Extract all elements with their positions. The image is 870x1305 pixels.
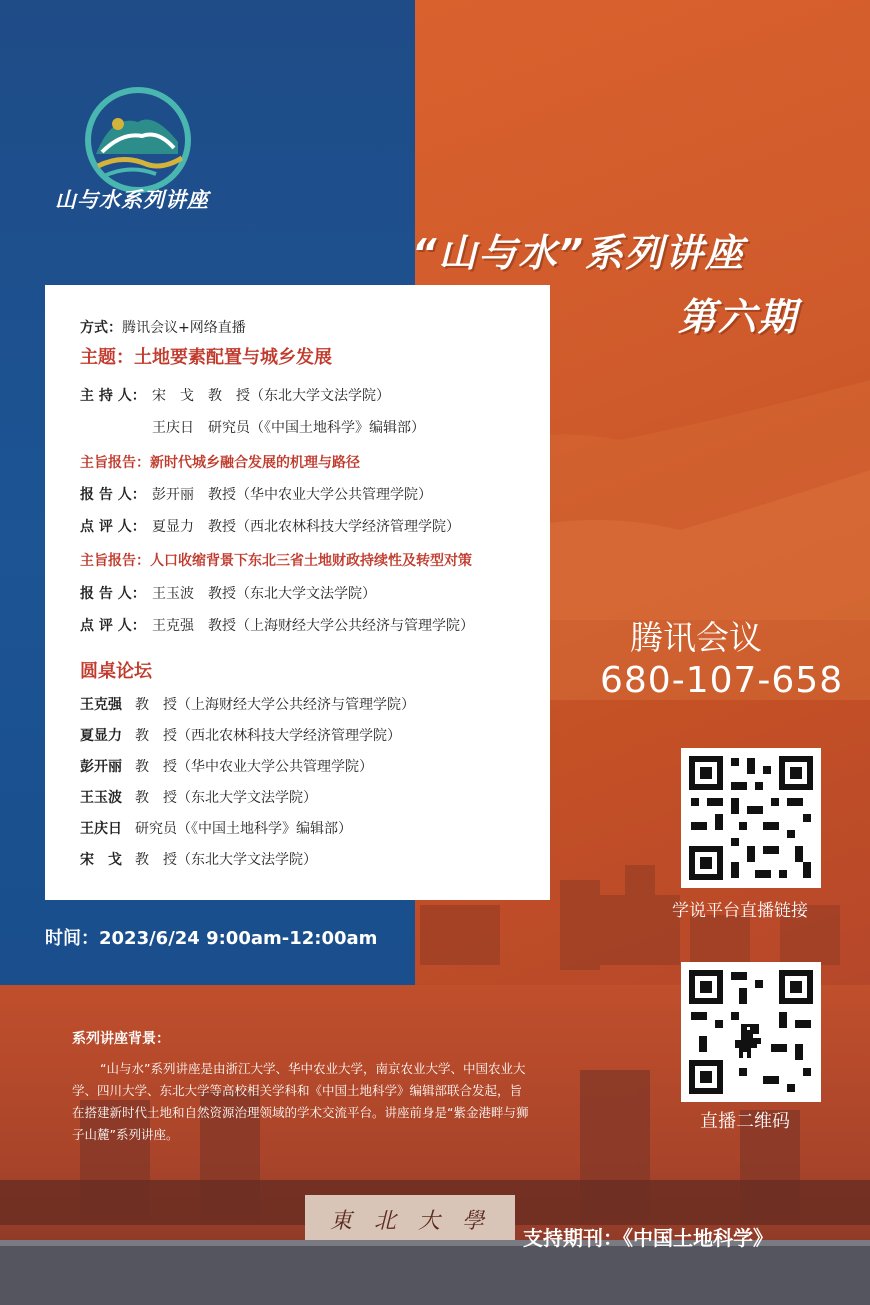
theme-value: 土地要素配置与城乡发展 bbox=[134, 347, 332, 368]
program-card bbox=[45, 285, 550, 900]
forum-info: 教 授（华中农业大学公共管理学院） bbox=[135, 759, 373, 775]
background-title: 系列讲座背景： bbox=[72, 1031, 170, 1047]
qr-caption-live-stream: 直播二维码 bbox=[700, 1111, 790, 1132]
qr-code-live-stream[interactable] bbox=[681, 962, 821, 1102]
keynote-2-title: 人口收缩背景下东北三省土地财政持续性及转型对策 bbox=[150, 553, 472, 569]
host-label: 主 持 人： bbox=[80, 388, 146, 404]
reporter-label: 报 告 人： bbox=[80, 487, 146, 503]
host-row-1 bbox=[80, 385, 390, 405]
mode-value: 腾讯会议+网络直播 bbox=[122, 320, 246, 336]
forum-info: 教 授（东北大学文法学院） bbox=[135, 852, 317, 868]
reviewer-label: 点 评 人： bbox=[80, 519, 146, 535]
keynote-2-reporter-row bbox=[80, 583, 376, 603]
forum-name: 夏显力 bbox=[80, 728, 122, 744]
keynote-2-row bbox=[80, 550, 472, 570]
keynote-1-label: 主旨报告： bbox=[80, 455, 150, 471]
forum-info: 研究员（《中国土地科学》编辑部） bbox=[135, 821, 352, 837]
keynote-1-reporter-row bbox=[80, 484, 432, 504]
forum-name: 王克强 bbox=[80, 697, 122, 713]
forum-info: 教 授（西北农林科技大学经济管理学院） bbox=[135, 728, 401, 744]
keynote-2-label: 主旨报告： bbox=[80, 553, 150, 569]
meeting-number[interactable]: 680-107-658 bbox=[600, 660, 844, 701]
host-1: 宋 戈 教 授（东北大学文法学院） bbox=[152, 388, 390, 404]
supporting-journal: 支持期刊：《中国土地科学》 bbox=[523, 1226, 773, 1250]
reviewer-label: 点 评 人： bbox=[80, 618, 146, 634]
forum-item bbox=[80, 787, 317, 807]
forum-info: 教 授（上海财经大学公共经济与管理学院） bbox=[135, 697, 415, 713]
mode-label: 方式： bbox=[80, 320, 122, 336]
event-time: 时间：2023/6/24 9:00am-12:00am bbox=[45, 928, 378, 949]
forum-item bbox=[80, 694, 415, 714]
forum-info: 教 授（东北大学文法学院） bbox=[135, 790, 317, 806]
keynote-2-reviewer-row bbox=[80, 615, 474, 635]
background-text: “山与水”系列讲座是由浙江大学、华中农业大学，南京农业大学、中国农业大学、四川大学、东北大学等高校相关学科和《中国土地科学》编辑部联合发起，旨在搭建新时代土地和自然资源治理领域的学术交流平台。讲座前身是“紫金港畔与狮子山麓”系列讲座。 bbox=[72, 1061, 529, 1142]
forum-item bbox=[80, 725, 401, 745]
forum-name: 王玉波 bbox=[80, 790, 122, 806]
keynote-2-reporter: 王玉波 教授（东北大学文法学院） bbox=[152, 586, 376, 602]
qr-caption-live-link: 学说平台直播链接 bbox=[672, 901, 808, 921]
qr-code-icon bbox=[681, 748, 821, 888]
svg-text:東 北 大 學: 東 北 大 學 bbox=[330, 1209, 485, 1234]
keynote-1-reviewer-row bbox=[80, 516, 460, 536]
forum-name: 宋 戈 bbox=[80, 852, 122, 868]
host-2: 王庆日 研究员（《中国土地科学》编辑部） bbox=[152, 420, 425, 436]
keynote-1-reviewer: 夏显力 教授（西北农林科技大学经济管理学院） bbox=[152, 519, 460, 535]
keynote-1-reporter: 彭开丽 教授（华中农业大学公共管理学院） bbox=[152, 487, 432, 503]
series-title: “山与水”系列讲座 bbox=[412, 231, 745, 275]
forum-item bbox=[80, 849, 317, 869]
forum-name: 王庆日 bbox=[80, 821, 122, 837]
issue-title: 第六期 bbox=[678, 295, 799, 339]
forum-title: 圆桌论坛 bbox=[80, 661, 152, 682]
forum-item bbox=[80, 818, 352, 838]
qr-code-icon bbox=[681, 962, 821, 1102]
lecture-logo-icon bbox=[82, 84, 194, 196]
host-row-2 bbox=[152, 417, 425, 437]
keynote-2-reviewer: 王克强 教授（上海财经大学公共经济与管理学院） bbox=[152, 618, 474, 634]
qr-code-live-link[interactable] bbox=[681, 748, 821, 888]
logo-text: 山与水系列讲座 bbox=[55, 187, 209, 212]
theme-label: 主题： bbox=[80, 347, 134, 368]
keynote-1-title: 新时代城乡融合发展的机理与路径 bbox=[150, 455, 360, 471]
theme-row bbox=[80, 343, 332, 369]
keynote-1-row bbox=[80, 452, 360, 472]
mode-row bbox=[80, 317, 246, 337]
forum-name: 彭开丽 bbox=[80, 759, 122, 775]
reporter-label: 报 告 人： bbox=[80, 586, 146, 602]
forum-item bbox=[80, 756, 373, 776]
meeting-name: 腾讯会议 bbox=[630, 618, 762, 657]
